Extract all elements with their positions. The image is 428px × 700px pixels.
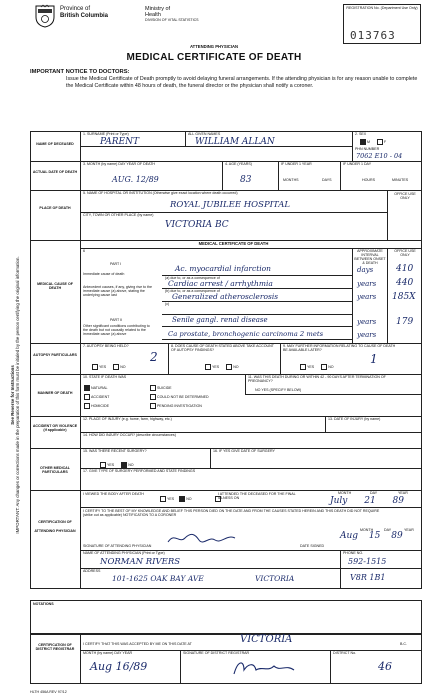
part2-label: PART II <box>110 318 123 322</box>
registrar-signature <box>230 656 310 680</box>
viewed-yes-label: YES <box>167 496 175 501</box>
day-label: DAY <box>370 491 378 495</box>
autopsy-held-mark: 2 <box>150 350 158 364</box>
viewed-no-checkbox[interactable] <box>179 496 185 502</box>
sex-f-label: F <box>384 139 387 144</box>
findings-no-checkbox[interactable] <box>226 364 232 370</box>
injury-date-label: 13. DATE OF INJURY (by name) <box>328 417 381 421</box>
phone-value: 592-1515 <box>348 557 387 566</box>
section-registrar-label: CERTIFICATION OF DISTRICT REGISTRAR <box>35 643 75 651</box>
accident-checkbox[interactable] <box>84 394 90 400</box>
natural-label: NATURAL <box>91 386 108 390</box>
cert-month-label: MONTH <box>360 528 374 532</box>
ministry-name: Health <box>145 12 161 18</box>
date-signed-value: Aug 15 89 <box>340 531 403 541</box>
attended-checkbox[interactable] <box>215 496 221 502</box>
pending-checkbox[interactable] <box>150 403 156 409</box>
immediate-label: Immediate cause of death <box>83 272 125 276</box>
pregnancy-options: NO YES (SPECIFY BELOW) <box>255 388 302 392</box>
ministry-label: Ministry of <box>145 6 171 12</box>
autopsy-yes-label: YES <box>99 364 107 369</box>
bc-crest-logo <box>34 4 56 28</box>
registration-box <box>343 4 421 44</box>
province-name: British Columbia <box>60 13 109 19</box>
month-label: MONTH <box>338 491 352 495</box>
further-yes-checkbox[interactable] <box>300 364 306 370</box>
section-name-label: NAME OF DECEASED <box>36 142 74 146</box>
undetermined-label: COULD NOT BE DETERMINED <box>157 395 209 399</box>
notice-heading: IMPORTANT NOTICE TO DOCTORS: <box>30 69 130 75</box>
natural-checkbox[interactable] <box>84 385 90 391</box>
autopsy-further-mark: 1 <box>370 352 378 366</box>
pregnancy-label: 11. WAS THIS DEATH DURING OR WITHIN 42 - 90 DAYS AFTER TERMINATION OF PREGNANCY? <box>248 375 386 383</box>
pending-label: PENDING INVESTIGATION <box>157 404 202 408</box>
address-postal: V8R 1B1 <box>350 573 386 582</box>
cert-day-label: DAY <box>384 528 392 532</box>
a-due-label: (a) due to, or as a consequence of <box>165 276 220 280</box>
interval-5: years <box>357 331 377 339</box>
attended-date: July 21 89 <box>330 496 404 506</box>
suicide-label: SUICIDE <box>157 386 172 390</box>
sex-m-label: M <box>367 139 370 144</box>
code-4: 179 <box>396 317 414 327</box>
place-value: ROYAL JUBILEE HOSPITAL <box>170 200 291 210</box>
homicide-checkbox[interactable] <box>84 403 90 409</box>
under1day-label: IF UNDER 1 DAY <box>343 162 372 166</box>
surgery-type-label: 17. GIVE TYPE OF SURGERY PERFORMED AND STATE FINDINGS <box>83 469 196 473</box>
phn-label: PHN NUMBER <box>355 147 380 151</box>
reg-sig-label: SIGNATURE OF DISTRICT REGISTRAR <box>183 651 250 655</box>
sex-f-checkbox[interactable] <box>377 139 383 145</box>
year-label: YEAR <box>398 491 408 495</box>
viewed-yes-checkbox[interactable] <box>160 496 166 502</box>
findings-yes-checkbox[interactable] <box>205 364 211 370</box>
part1-label: PART I <box>110 262 122 266</box>
attended-label: I ATTENDED THE DECEASED FOR THE FINAL ILLNESS ON <box>218 492 296 500</box>
section-accident-label: ACCIDENT OR VIOLENCE (if applicable) <box>32 424 78 432</box>
under1-label: IF UNDER 1 YEAR <box>281 162 312 166</box>
code-1: 410 <box>396 264 414 274</box>
sig-label: SIGNATURE OF ATTENDING PHYSICIAN <box>83 544 152 548</box>
city-label: CITY, TOWN OR OTHER PLACE (by name) <box>83 213 154 217</box>
notations-box <box>30 600 422 634</box>
age-value: 83 <box>240 175 252 185</box>
date-label: 3. MONTH (by name) DAY YEAR OF DEATH <box>83 162 156 166</box>
accepted-label: I CERTIFY THAT THIS WAS ACCEPTED BY ME ON THIS DATE AT <box>83 642 192 646</box>
given-label: ALL GIVEN NAMES <box>188 132 221 136</box>
form-number: HLTH 456A REV 97/12 <box>30 690 67 694</box>
autopsy-held-label: 7. AUTOPSY BEING HELD? <box>83 344 129 348</box>
accepted-place: VICTORIA <box>240 634 293 645</box>
findings-no-label: NO <box>233 364 239 369</box>
side-note-reverse: See Reverse for Instructions <box>10 365 15 425</box>
district-value: 46 <box>378 660 392 673</box>
given-value: WILLIAM ALLAN <box>195 137 275 147</box>
cause-line-1: Ac. myocardial infarction <box>175 264 271 273</box>
cause-heading: MEDICAL CERTIFICATE OF DEATH <box>198 241 269 246</box>
autopsy-further-label: 9. MAY FURTHER INFORMATION RELATING TO CAUSE OF DEATH BE AVAILABLE LATER? <box>283 344 396 352</box>
reg-date-label: MONTH (by name) DAY YEAR <box>83 651 133 655</box>
months-label: MONTHS <box>283 178 299 182</box>
section-cause-label: MEDICAL CAUSE OF DEATH <box>37 282 73 290</box>
interval-1: days <box>357 266 374 274</box>
section-cert-label: CERTIFICATION OF ATTENDING PHYSICIAN <box>34 520 76 533</box>
accident-label: ACCIDENT <box>91 395 110 399</box>
side-note <box>10 220 20 570</box>
date-value: AUG. 12/89 <box>112 175 159 184</box>
code-2: 440 <box>396 278 414 288</box>
address-label: ADDRESS <box>83 569 101 573</box>
cause-line-3: Generalized atherosclerosis <box>172 292 279 301</box>
code-3: 185X <box>392 292 416 302</box>
division-label: DIVISION OF VITAL STATISTICS <box>145 18 199 22</box>
notations-label: NOTATIONS <box>33 602 54 606</box>
undetermined-checkbox[interactable] <box>150 394 156 400</box>
interval-3: years <box>357 293 377 301</box>
physician-name-label: NAME OF ATTENDING PHYSICIAN (Print or Type) <box>83 551 165 555</box>
registration-number: 013763 <box>350 29 396 42</box>
phn-value: 7062 E10 - 04 <box>356 152 403 160</box>
injury-place-label: 12. PLACE OF INJURY (e.g. home, farm, highway, etc.) <box>83 417 172 421</box>
section-date-label: ACTUAL DATE OF DEATH <box>32 170 78 174</box>
manner-state-label: 10. STATE IF DEATH WAS <box>83 375 127 379</box>
place-label: 5. NAME OF HOSPITAL OR INSTITUTION (Otherwise give exact location where death occurred) <box>83 191 238 195</box>
physician-name: NORMAN RIVERS <box>100 557 181 567</box>
b-due-label: (b) due to, or as a consequence of <box>165 289 220 293</box>
viewed-label: I VIEWED THE BODY AFTER DEATH <box>83 492 144 496</box>
antecedent-label: Antecedent causes, if any, giving rise to the immediate cause (a) above, stating the underlying cause last <box>83 285 153 297</box>
age-label: 4. AGE (YEARS) <box>225 162 252 166</box>
surgery-no-label: NO <box>128 462 134 467</box>
bc-label: B.C. <box>400 642 407 646</box>
registration-label: REGISTRATION No. (Department Use Only) <box>346 6 418 10</box>
office-use-label: OFFICE USE ONLY <box>394 192 416 200</box>
days-label: DAYS <box>322 178 332 182</box>
surgery-date-label: 16. IF YES GIVE DATE OF SURGERY <box>213 449 275 453</box>
section-other-label: OTHER MEDICAL PARTICULARS <box>40 466 70 474</box>
address-city: VICTORIA <box>255 574 295 583</box>
section-autopsy-label: AUTOPSY PARTICULARS <box>33 353 77 357</box>
surname-value: PARENT <box>100 137 139 147</box>
surgery-label: 15. WAS THERE RECENT SURGERY? <box>83 449 147 453</box>
cause-line-4: Senile gangl. renal disease <box>172 316 268 324</box>
c-due-label: (c) <box>165 302 170 306</box>
side-note-text: IMPORTANT: Any changes or corrections made in the preparation of this form must be initialed by the person certifying the original information. <box>15 256 20 534</box>
findings-yes-label: YES <box>212 364 220 369</box>
notice-body: Issue the Medical Certificate of Death promptly to avoid delaying funeral arrangements. If the attending physician is for any reason unable to complete the Medical Certificate within 48 hours of death, the funeral director or the physician shall notify a coroner. <box>66 76 418 89</box>
autopsy-no-label: NO <box>120 364 126 369</box>
surgery-yes-label: YES <box>107 462 115 467</box>
phone-label: PHONE NO. <box>343 551 364 555</box>
physician-signature <box>165 528 245 548</box>
item6-label: 6 <box>83 249 85 253</box>
sex-label: 2. SEX <box>355 132 367 136</box>
sex-m-checkbox[interactable] <box>360 139 366 145</box>
section-manner-label: MANNER OF DEATH <box>37 391 73 395</box>
autopsy-no-checkbox[interactable] <box>113 364 119 370</box>
hours-label: HOURS <box>362 178 375 182</box>
further-no-label: NO <box>328 364 334 369</box>
reg-date-value: Aug 16/89 <box>90 660 148 673</box>
date-signed-label: DATE SIGNED <box>300 544 325 548</box>
certify-text: I CERTIFY TO THE BEST OF MY KNOWLEDGE AND BELIEF THIS PERSON DIED ON THE DATE AND FROM THE CAUSES STATED HEREIN AND THIS DEATH DID NOT REQUIRE (strike out as applicable) NOTIFICATION TO A CORONER <box>83 509 380 517</box>
suicide-checkbox[interactable] <box>150 385 156 391</box>
autopsy-yes-checkbox[interactable] <box>92 364 98 370</box>
approx-interval-label: APPROXIMATE INTERVAL BETWEEN ONSET & DEATH <box>354 249 386 265</box>
page-title: MEDICAL CERTIFICATE OF DEATH <box>126 52 302 63</box>
attending-heading: ATTENDING PHYSICIAN <box>189 44 239 49</box>
section-place-label: PLACE OF DEATH <box>39 206 71 210</box>
district-label: DISTRICT No. <box>333 651 357 655</box>
further-yes-label: YES <box>307 364 315 369</box>
homicide-label: HOMICIDE <box>91 404 109 408</box>
address-value: 101-1625 OAK BAY AVE <box>112 574 204 583</box>
cert-year-label: YEAR <box>404 528 414 532</box>
province-label: Province of <box>60 6 91 12</box>
interval-4: years <box>357 318 377 326</box>
cause-office-label: OFFICE USE ONLY <box>394 249 416 257</box>
viewed-no-label: NO <box>186 496 192 501</box>
other-label: Other significant conditions contributing to the death but not causally related to the immediate cause (a) above <box>83 324 150 336</box>
interval-2: years <box>357 280 377 288</box>
minutes-label: MINUTES <box>392 178 409 182</box>
surname-label: 1. SURNAME (Print or Type) <box>83 132 129 136</box>
injury-how-label: 14. HOW DID INJURY OCCUR? (describe circumstances) <box>83 433 176 437</box>
city-value: VICTORIA BC <box>165 220 229 230</box>
autopsy-findings-label: 8. DOES CAUSE OF DEATH STATED ABOVE TAKE ACCOUNT OF AUTOPSY FINDINGS? <box>171 344 274 352</box>
cause-line-2: Cardiac arrest / arrhythmia <box>168 279 273 288</box>
cause-line-5: Ca prostate, bronchogenic carcinoma 2 mets <box>168 330 324 338</box>
further-no-checkbox[interactable] <box>321 364 327 370</box>
